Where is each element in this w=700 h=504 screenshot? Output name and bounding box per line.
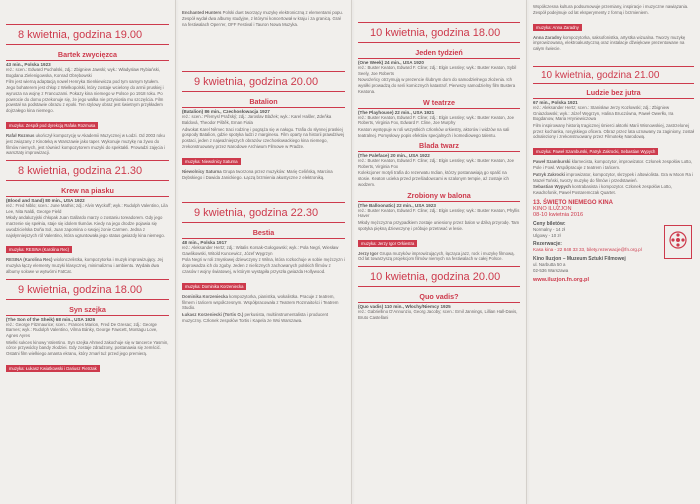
column-3 [352,0,526,504]
musician-name: Sebastian Wypych [533,184,571,190]
film-title: W teatrze [358,98,520,109]
film-title: Quo vadis? [358,292,520,303]
music-bar: muzyka: Paweł Szamburski, Patryk Zakrocki, Sebastian Wypych [533,148,658,155]
musician-text: wiolonczelistka, kompozytorka i muzyk improwizujący. Jej muzyka łączy elementy muzyki klasycznej, minimalizmu i ambientu. Wydała dwa albumy solowe w wytwórni FatCat. [6,257,163,275]
musician-bio [6,133,169,156]
film-description: Film inspirowany historią tragicznej śmierci aktorki Marii Wisnowskiej, zastrzelonej przez kochanka, rosyjskiego oficera. Obraz przez lata uznawany za zaginiony, został odnaleziony i zrekonstruowany przez Filmotekę Narodową. [533,122,694,140]
musician-text: kontrabasista i kompozytor. Członek zespołów Lotto, Kwadrofonik, Paweł Postaremczak Quartet. [533,184,672,196]
date-header: 9 kwietnia, godzina 18.00 [6,279,169,300]
film-entry [358,292,520,320]
film-entry [6,305,169,375]
film-description: Młody mężczyzna przypadkiem zostaje uniesiony przez balon w dziką przyrodę. Tam spotyka piękną dziewczynę i próbuje przetrwać w lesie. [358,220,520,231]
film-title: Blada twarz [358,141,520,152]
musician-bio [182,10,345,27]
film-entry [358,98,520,139]
film-title: Zrobiony w balona [358,191,520,202]
musician-name: Jerzy Igor [358,250,379,256]
date-header: 10 kwietnia, godzina 21.00 [533,66,694,84]
film-description: Adwokat Karel Němec traci rodzinę i pogrąża się w nałogu. Trafia do słynnej praskiej gospody Batalion, gdzie spotyka ludzi z marginesu. Film oparty na historii prawdziwej postaci, jeden z najważniejszych obrazów czechosłowackiego kina niemego, zrekonstruowany przez Narodowe Archiwum Filmowe w Pradze. [182,126,344,149]
music-bar: muzyka: Niewolnicy Saturna [182,158,241,165]
film-meta: 67 min., Polska 1921 [533,99,578,105]
musician-name: Niewolnicy Saturna [182,168,222,174]
musician-name: Anna Zaradny [533,34,562,40]
film-credits: reż.: Buster Keaton, Edward F. Cline; zdj.: Elgin Lessley; wyk.: Buster Keaton, Phyllis Haver [358,207,520,219]
price-reduced: Ulgowy - 10 zł [533,232,561,238]
film-meta: 48 min., Polska 1917 [182,240,227,246]
musician-text: Grupa muzyków improwizujących, łącząca jazz, rock i muzykę filmową. Od lat towarzyszą projekcjom filmów niemych na festiwalach w całej Polsce. [358,250,515,262]
film-entry [358,141,520,188]
musician-bio [182,294,345,311]
film-title: Bestia [182,228,345,239]
film-entry [358,48,520,95]
film-credits: reż.: Buster Keaton, Edward F. Cline; zdj.: Elgin Lessley; wyk.: Buster Keaton, Sybil Seely, Joe Roberts [358,65,517,76]
address-street: ul. Narbutta 50 a [533,262,566,268]
film-meta: (One Week) 24 min., USA 1920 [358,60,424,65]
musician-bio [533,184,694,196]
film-title: Syn szejka [6,305,169,316]
musician-text: improwizator, kompozytor, skrzypek i altowiolista. Gra w Moon Ra i Mazeł Toński, tworzy muzykę do filmów i przedstawień. [533,171,694,183]
film-meta: (Blood and Sand) 80 min., USA 1922 [6,198,85,204]
music-bar: muzyka: RESINA (Karolina Rec) [6,246,72,253]
festival-title: 13. ŚWIĘTO NIEMEGO KINA [533,199,613,206]
film-entry [182,228,345,324]
date-header: 10 kwietnia, godzina 18.00 [358,22,520,43]
film-description: Wielki sukces kinowy Valentino. Syn szejka Ahmed zakochuje się w tancerce Yasmin, córce przywódcy bandy złodziei. Gdy zostaje zdradzony, postanawia się zemścić. Ostatni film wielkiego amanta ekranu, który zmarł tuż przed jego premierą. [6,339,169,357]
musician-bio [182,169,345,181]
film-credits: reż.: Aleksander Hertz; scen.: Stanisław Jerzy Kozłowski; zdj.: Zbigniew Gniazdowski; wyk.: Józef Węgrzyn, Halina Bruczówna, Paweł Owerłło, Ira Bogdanow, Maria Hryniewiczowa [533,104,674,122]
film-entry [533,88,694,196]
musician-text: kompozytorka, saksofonistka, artystka wizualna. Tworzy muzykę improwizowaną, elektroakustyczną oraz instalacje dźwiękowe prezentowane na całym świecie. [533,34,686,52]
musician-text: Grupa tworzona przez muzyków: Marię Celińską, Marcina Dębskiego i Dawida Janickiego. Łączą brzmienia akustyczne z elektroniką. [182,168,333,180]
musician-bio [533,35,694,52]
column-4 [527,0,700,504]
address-city: 02-536 Warszawa [533,268,569,274]
prices-label: Ceny biletów: [533,220,566,227]
film-description: Kolekcjoner motyli trafia do rezerwatu Indian, którzy postanawiają go spalić na stosie. Keaton ucieka przed prześladowcami w szalonym tempie, aż zostaje ich wodzem. [358,170,509,188]
film-meta: (The Son of the Sheik) 68 min., USA 1926 [6,316,96,322]
musician-name: Enchanted Hunters [182,10,222,15]
date-header: 9 kwietnia, godzina 22.30 [182,202,345,223]
film-description: Pola Negri w roli zmysłowej dziewczyny z Wilna, która rozkochuje w sobie mężczyzn i doprowadza ich do zguby. Jeden z nielicznych zachowanych polskich filmów z czasów I wojny światowej, w którym wystąpiła przyszła gwiazda Hollywood. [182,257,345,275]
date-header: 8 kwietnia, godzina 21.30 [6,160,169,181]
film-meta: (Quo vadis) 110 min., Włochy/Niemcy 1925 [358,304,451,310]
film-credits: reż.: Buster Keaton, Edward F. Cline; zdj.: Elgin Lessley; wyk.: Buster Keaton, Joe Roberts, Virginia Fox, Edward F. Cline, Joe Murphy [358,114,514,126]
music-bar: muzyka: Dominika Korzeniecka [182,283,246,290]
film-meta: 43 min., Polska 1923 [6,62,51,67]
film-meta: (The Balloonatic) 22 min., USA 1923 [358,202,436,208]
reservations-label: Rezerwacje: [533,241,562,248]
film-description: Młody andaluzyjski chłopak Juan Gallardo marzy o zostaniu toreadorem. Gdy jego marzenie się spełnia, staje się idolem tłumów. Kiedy na jego drodze pojawia się uwodzicielska Doña Sol, Juan zapomina o swojej żonie Carmen. Jedna z najsłynniejszych ról Valentino, która ugruntowała jego status gwiazdy kina niemego. [6,215,165,238]
film-credits: reż.: Fred Niblo; scen.: June Mathis; zdj.: Alvin Wyckoff; wyk.: Rudolph Valentino, Lila Lee, Nita Naldi, George Field [6,203,168,214]
film-meta: (The Playhouse) 22 min., USA 1921 [358,109,435,115]
iluzjon-logo [664,225,692,259]
column-2 [176,0,351,504]
film-description: Nowożeńcy otrzymują w prezencie ślubnym dom do samodzielnego złożenia. Ich wysiłki prowadzą do serii komicznych katastrof. Pierwszy samodzielny film Bustera Keatona. [358,77,516,94]
date-header: 9 kwietnia, godzina 20.00 [182,71,345,92]
film-entry [182,97,345,180]
musician-name: Rafał Rozmus [6,132,35,138]
film-entry [358,191,520,262]
musician-name: Paweł Szamburski [533,159,571,165]
musician-text: Polski duet tworzący muzykę elektroniczną z elementami popu. Zespół wydał dwa albumy studyjne, z którymi koncertował w kraju i za granicą. Grał na festiwalach Open'er, OFF Festival i Tauron Nowa Muzyka. [182,10,343,27]
film-credits: reż.: Buster Keaton, Edward F. Cline; zdj.: Elgin Lessley; wyk.: Buster Keaton, Joe Roberts, Virginia Fox [358,158,514,169]
info-block [533,221,694,283]
film-credits: reż.: George Fitzmaurice; scen.: Frances Marion, Fred De Gresac; zdj.: George Barnes; wyk.: Rudolph Valentino, Vilma Bánky, George Fawcett, Montagu Love, Agnes Ayres [6,321,158,339]
website-link[interactable]: www.iluzjon.fn.org.pl [533,276,590,283]
music-bar: muzyka: Łukasz Kwiatkowski i Dariusz Pietrzak [6,365,100,372]
music-bar: muzyka: Jerzy Igor Orkiestra [358,240,417,247]
musician-text: perkusista, multiinstrumentalista i producent muzyczny. Członek zespołów Tortis i Kapela ze Wsi Warszawa. [182,312,329,324]
column-1 [0,0,175,504]
musician-bio [533,159,694,171]
musician-bio [533,172,694,184]
musician-text: ukończył kompozycję w Akademii Muzycznej w Łodzi. Od 2003 roku jest związany z Kinoteką w Warszawie jako taper. Wykonuje muzykę na żywo do filmów niemych, jest również kompozytorem muzyki do spektakli. Prowadzi zajęcia i warsztaty improwizacji. [6,132,166,156]
film-title: Batalion [182,97,345,108]
musician-bio [182,312,345,324]
film-credits: reż.: Aleksander Hertz; zdj.: Witalis Korsak-Gołogowski; wyk.: Pola Negri, Wiesław Gawlikowski, Witold Kuncewicz, Józef Węgrzyn [182,245,339,256]
film-description: Keaton występuje w roli wszystkich członków orkiestry, aktorów i widzów na sali teatralnej. Pomysłowy popis efektów specjalnych i komediowego talentu. [358,126,510,138]
film-entry [6,50,169,156]
date-header: 8 kwietnia, godzina 19.00 [6,24,169,45]
film-title: Bartek zwycięzca [6,50,169,61]
musician-name: Łukasz Korzeniecki (Tortis O.) [182,312,244,318]
musician-bio [6,257,169,274]
film-entry [6,186,169,275]
film-meta: (Batalion) 86 min., Czechosłowacja 1927 [182,109,270,115]
date-header: 10 kwietnia, godzina 20.00 [358,266,520,287]
festival-dates: 08-10 kwietnia 2016 [533,211,584,218]
intro-text: Współczesna kultura podsumowuje przemiany, inspiracje i muzyczne nawiązania. Zespół podejmuje od lat eksperymenty z formą i brzmieniem. [533,4,689,15]
festival-venue: KINO ILUZJON [533,205,572,212]
film-credits: reż.: scen.: Přemysl Pražský; zdj.: Jaroslav Blažek; wyk.: Karel Hašler, Zdeňka Baldová, Theodor Pištěk, Eman Fiala [182,114,332,125]
film-credits: reż.: scen.: Edward Puchalski, zdj.: Zbigniew Jawski; wyk.: Władysław Rybiański, Bogdana Zielenigowska, Konrad Obrębowski [6,67,161,78]
musician-text: klarnecista, kompozytor, improwizator. Członek zespołów Lotto, Pole i Fowl. Współpracuje z teatrem i tańcem. [533,159,693,170]
film-title: Krew na piasku [6,186,169,197]
film-title: Ludzie bez jutra [533,88,694,99]
musician-name: RESINA (Karolina Rec) [6,257,53,263]
music-bar: muzyka: Zespół pod dyrekcją Rafała Rozmusa [6,122,98,129]
film-title: Jeden tydzień [358,48,520,59]
film-reel-icon [668,230,688,250]
film-credits: reż.: Gabriellino D'Annunzio, Georg Jacoby; scen.: Emil Jannings, Lillian Hall-Davis, Bruto Castellani [358,309,518,320]
cinema-name: Kino Iluzjon – Muzeum Sztuki Filmowej [533,256,626,263]
reservations-info[interactable]: Kasa kina - 22 848 33 33, bilety.rezerwacje@fn.org.pl [533,247,642,253]
musician-bio [358,251,520,263]
musician-name: Dominika Korzeniecka [182,293,228,299]
music-bar: muzyka: Anna Zaradny [533,24,582,31]
film-description: Film jest wierną adaptacją nowel Henryka Sienkiewicza pod tym samym tytułem. Jego bohaterem jest chłop z Wielkopolski, który zostaje wcielony do armii pruskiej i wyrusza na wojnę z Francuzami. Pokazy kina niemego w Polsce po 1918 roku. Po powrocie do domu przekonuje się, że jego walka nie przyniosła mu szczęścia. Film powstał na podstawie obrazu z epoki. Ten stylowy obraz jest świetnym przykładem dojrzałego kina niemego. [6,79,164,114]
film-meta: (The Paleface) 20 min., USA 1922 [358,153,430,159]
musician-text: kompozytorka, pianistka, wokalistka. Pracuje z teatrem, filmem i tańcem współczesnym. Współpracowała z Teatrem Rozmaitości i Teatrem Studio. [182,293,339,311]
price-normal: Normalny - 14 zł [533,226,565,232]
musician-name: Patryk Zakrocki [533,171,566,177]
